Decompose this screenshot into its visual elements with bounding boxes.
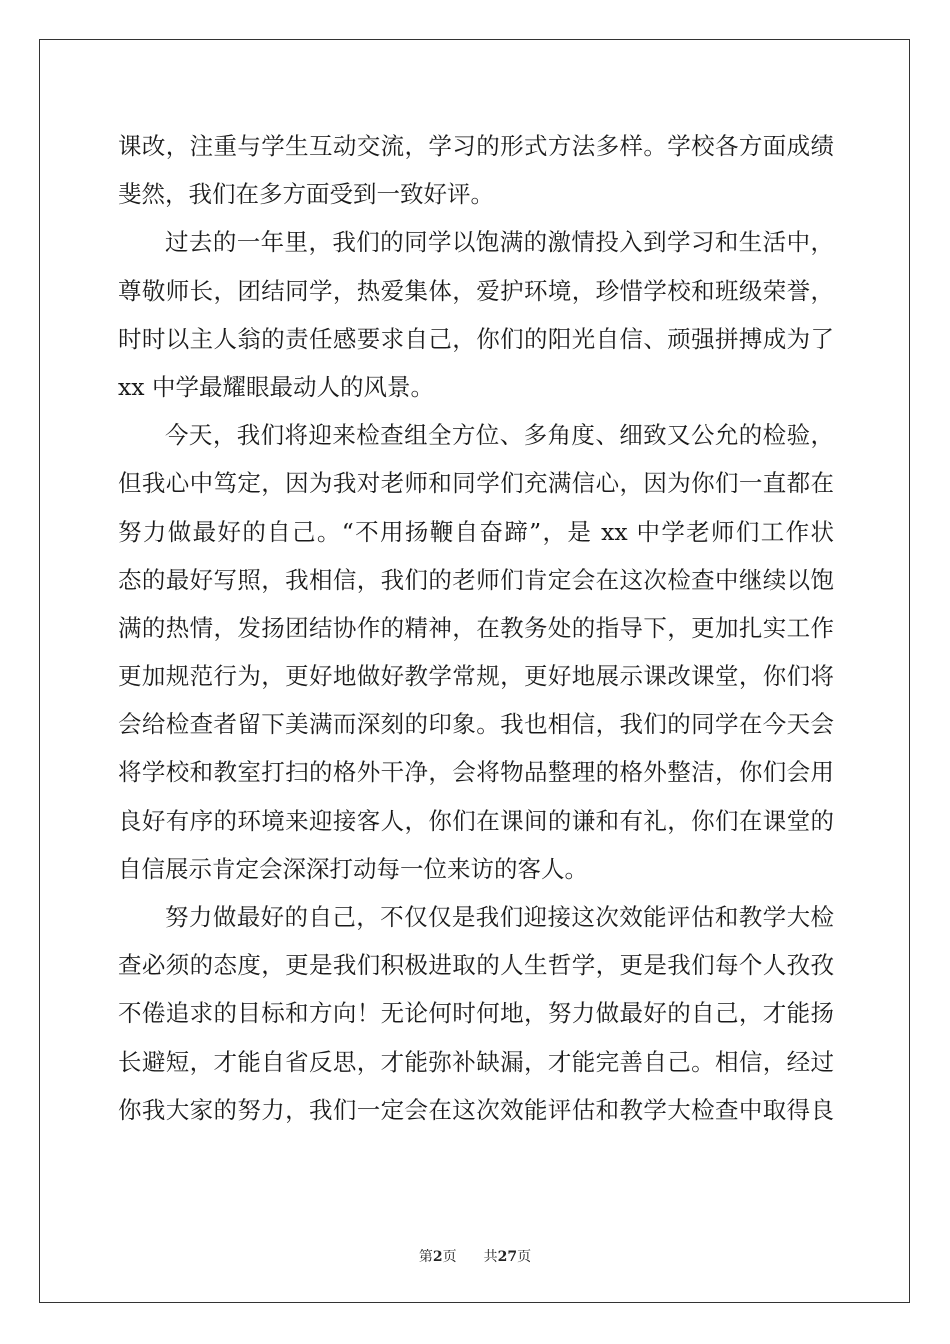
text-line: 你我大家的努力，我们一定会在这次效能评估和教学大检查中取得良 [118, 1095, 834, 1124]
text-line: 努力做最好的自己，不仅仅是我们迎接这次效能评估和教学大检 [165, 903, 834, 931]
document-body [118, 122, 834, 1134]
text-line: 尊敬师长，团结同学，热爱集体，爱护环境，珍惜学校和班级荣誉， [118, 276, 834, 305]
page-prefix: 第 [418, 1249, 433, 1265]
text-line: 课改，注重与学生互动交流，学习的形式方法多样。学校各方面成绩 [118, 132, 834, 160]
text-line: 良好有序的环境来迎接客人，你们在课间的谦和有礼，你们在课堂的 [118, 806, 834, 835]
text-line: 努力做最好的自己。“不用扬鞭自奋蹄”，是 xx 中学老师们工作状 [118, 517, 834, 546]
total-pages: 27 [497, 1249, 518, 1265]
total-suffix: 页 [517, 1249, 532, 1265]
text-line: 查必须的态度，更是我们积极进取的人生哲学，更是我们每个人孜孜 [118, 951, 834, 980]
text-line: 时时以主人翁的责任感要求自己，你们的阳光自信、顽强拼搏成为了 [118, 324, 834, 353]
text-line: 将学校和教室打扫的格外干净，会将物品整理的格外整洁，你们会用 [118, 758, 834, 787]
text-line: 态的最好写照，我相信，我们的老师们肯定会在这次检查中继续以饱 [118, 565, 834, 594]
text-line: 但我心中笃定，因为我对老师和同学们充满信心，因为你们一直都在 [118, 469, 834, 498]
total-pages-indicator [484, 1249, 531, 1265]
text-line: 自信展示肯定会深深打动每一位来访的客人。 [118, 854, 588, 883]
page-footer [0, 1246, 950, 1266]
text-line: 今天，我们将迎来检查组全方位、多角度、细致又公允的检验， [165, 421, 834, 450]
text-line: 满的热情，发扬团结协作的精神，在教务处的指导下，更加扎实工作 [118, 613, 834, 642]
text-line: 长避短，才能自省反思，才能弥补缺漏，才能完善自己。相信，经过 [118, 1047, 834, 1076]
page-number: 2 [432, 1249, 443, 1265]
text-line: 不倦追求的目标和方向！无论何时何地，努力做最好的自己，才能扬 [118, 999, 834, 1028]
text-line: 过去的一年里，我们的同学以饱满的激情投入到学习和生活中， [165, 228, 834, 257]
total-prefix: 共 [483, 1249, 498, 1265]
text-line: xx 中学最耀眼最动人的风景。 [118, 372, 434, 401]
text-line: 斐然，我们在多方面受到一致好评。 [118, 180, 494, 209]
page-suffix: 页 [442, 1249, 457, 1265]
page-indicator [419, 1249, 461, 1265]
text-line: 更加规范行为，更好地做好教学常规，更好地展示课改课堂，你们将 [118, 662, 834, 691]
text-line: 会给检查者留下美满而深刻的印象。我也相信，我们的同学在今天会 [118, 710, 834, 739]
